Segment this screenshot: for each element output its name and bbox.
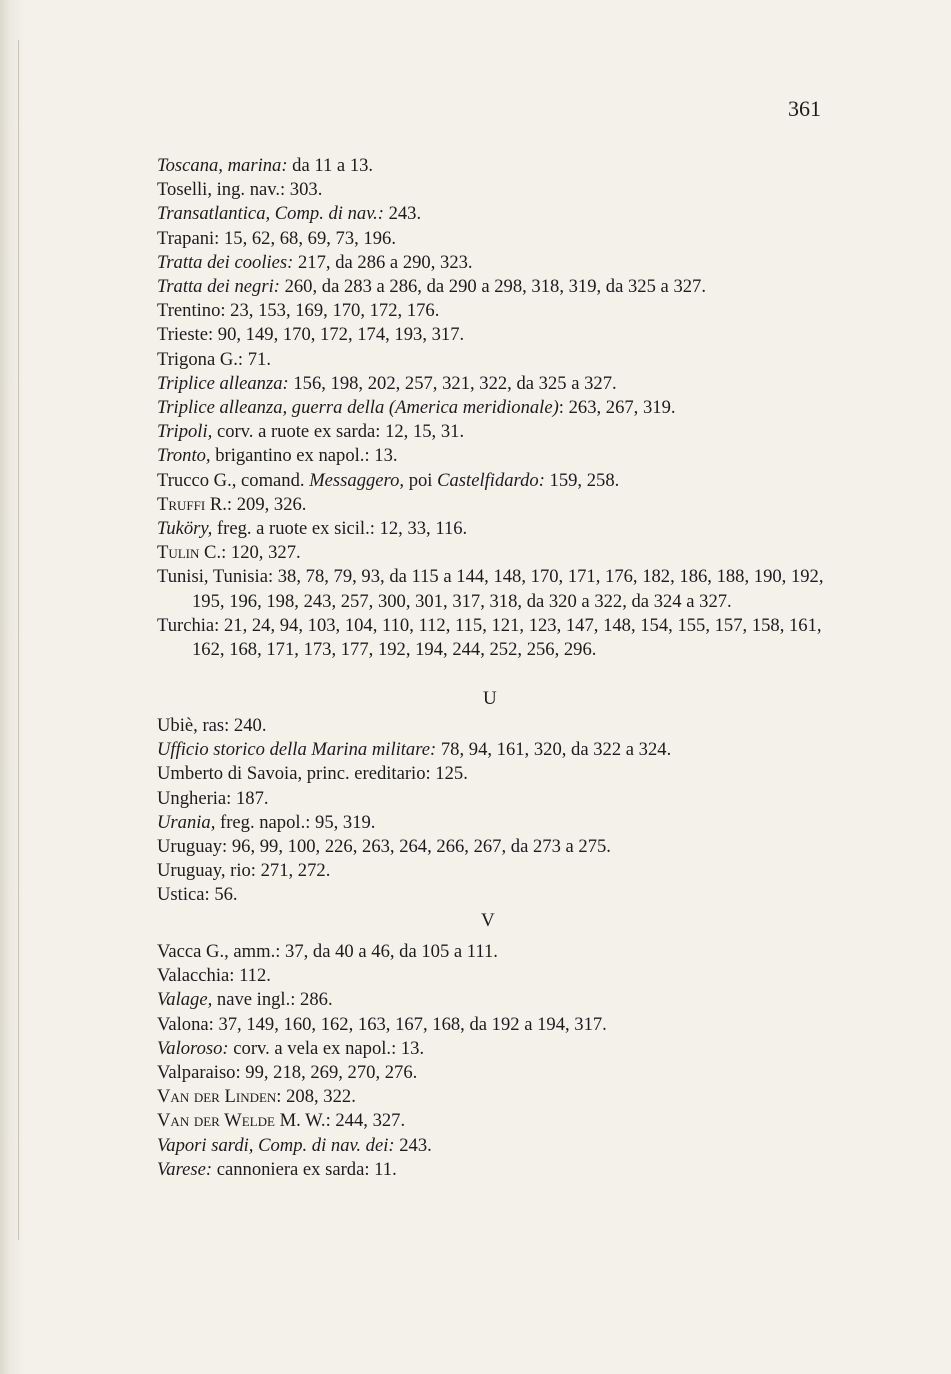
index-entry (157, 1037, 837, 1061)
index-entry (157, 541, 837, 565)
index-entry (157, 762, 837, 786)
entry-segment: Trigona G.: 71. (157, 348, 271, 370)
entry-segment: poi (404, 469, 438, 491)
entry-segment: Triplice alleanza: (157, 372, 289, 394)
entry-segment: Uruguay, rio: 271, 272. (157, 860, 331, 882)
index-entry (157, 1134, 837, 1158)
index-entry (157, 988, 837, 1012)
index-entry (157, 517, 837, 541)
entry-segment: Tunisi, Tunisia: 38, 78, 79, 93, da 115 a 144, 148, 170, 171, 176, 182, 186, 188, 190, 192, 195, 196, 198, 243, 257, 300, 301, 317, 318, da 320 a 322, da 324 a 327. (157, 566, 824, 612)
entry-segment: : 208, 322. (276, 1086, 356, 1108)
index-entry (157, 1061, 837, 1085)
index-entry (157, 738, 837, 762)
index-entry (157, 714, 837, 738)
entry-segment: Van der Welde (157, 1110, 275, 1132)
entry-segment: Messaggero, (309, 469, 405, 491)
entry-segment: Trieste: 90, 149, 170, 172, 174, 193, 317. (157, 324, 465, 346)
index-entry (157, 469, 837, 493)
binding-line (18, 40, 19, 1240)
index-entry (157, 859, 837, 883)
entry-segment: Uruguay: 96, 99, 100, 226, 263, 264, 266, 267, da 273 a 275. (157, 836, 611, 858)
index-section-v (157, 940, 837, 1182)
index-entry (157, 1013, 837, 1037)
entry-segment: Tratta dei coolies: (157, 251, 294, 273)
index-entry (157, 787, 837, 811)
entry-segment: 243. (394, 1134, 432, 1156)
entry-segment: 159, 258. (544, 469, 620, 491)
index-entry (157, 1109, 837, 1133)
entry-segment: Umberto di Savoia, princ. ereditario: 125. (157, 763, 468, 785)
entry-segment: 217, da 286 a 290, 323. (293, 251, 473, 273)
entry-segment: Tuköry, (157, 518, 213, 540)
entry-segment: Varese: (157, 1158, 213, 1180)
index-entry (157, 614, 837, 662)
entry-segment: Transatlantica, Comp. di nav.: (157, 203, 384, 225)
page-number: 361 (788, 96, 821, 121)
entry-segment: Tripoli, (157, 421, 213, 443)
index-entry (157, 444, 837, 468)
index-entry (157, 1158, 837, 1182)
entry-segment: Toselli, ing. nav.: 303. (157, 179, 323, 201)
entry-segment: Valacchia: 112. (157, 965, 271, 987)
index-entry (157, 227, 837, 251)
entry-segment: Valage, (157, 989, 213, 1011)
index-entry (157, 940, 837, 964)
entry-segment: Triplice alleanza, guerra della (America meridionale) (157, 397, 559, 419)
entry-segment: Toscana, marina: (157, 155, 288, 176)
entry-segment: Ustica: 56. (157, 884, 238, 906)
index-entry (157, 964, 837, 988)
index-entry (157, 1085, 837, 1109)
index-entry (157, 883, 837, 907)
index-entry (157, 178, 837, 202)
index-entry (157, 154, 837, 178)
entry-segment: Trentino: 23, 153, 169, 170, 172, 176. (157, 300, 440, 322)
section-heading-v: V (481, 910, 495, 931)
entry-segment: Trucco G., comand. (157, 469, 310, 491)
entry-segment: 260, da 283 a 286, da 290 a 298, 318, 319, da 325 a 327. (279, 276, 706, 298)
entry-segment: Vacca G., amm.: 37, da 40 a 46, da 105 a 111. (157, 941, 498, 962)
entry-segment: Valparaiso: 99, 218, 269, 270, 276. (157, 1062, 418, 1084)
index-entry (157, 835, 837, 859)
entry-segment: Trapani: 15, 62, 68, 69, 73, 196. (157, 227, 396, 249)
index-entry (157, 493, 837, 517)
entry-segment: 243. (383, 203, 422, 225)
entry-segment: Van der Linden (157, 1086, 277, 1108)
index-entry (157, 811, 837, 835)
index-entry (157, 299, 837, 323)
entry-segment: Ungheria: 187. (157, 787, 269, 809)
entry-segment: Turchia: 21, 24, 94, 103, 104, 110, 112, 115, 121, 123, 147, 148, 154, 155, 157, 158, 161, 162, 168, 171, 173, 177, 192, 194, 244, 252, 256, 296. (157, 614, 822, 661)
index-entry (157, 372, 837, 396)
entry-segment: freg. napol.: 95, 319. (215, 811, 376, 833)
entry-segment: Castelfidardo: (437, 469, 545, 491)
entry-segment: Urania, (157, 811, 216, 833)
entry-segment: Valona: 37, 149, 160, 162, 163, 167, 168, da 192 a 194, 317. (157, 1013, 607, 1035)
index-entry (157, 202, 837, 226)
entry-segment: 78, 94, 161, 320, da 322 a 324. (436, 739, 672, 761)
entry-segment: brigantino ex napol.: 13. (210, 445, 398, 467)
index-entry (157, 565, 837, 613)
entry-segment: freg. a ruote ex sicil.: 12, 33, 116. (212, 518, 468, 540)
index-entry (157, 396, 837, 420)
index-entry (157, 251, 837, 275)
entry-segment: Tratta dei negri: (157, 276, 280, 298)
entry-segment: corv. a ruote ex sarda: 12, 15, 31. (212, 421, 465, 443)
entry-segment: Ufficio storico della Marina militare: (157, 739, 437, 761)
entry-segment: C.: 120, 327. (199, 542, 301, 564)
entry-segment: corv. a vela ex napol.: 13. (228, 1037, 425, 1059)
entry-segment: Ubiè, ras: 240. (157, 715, 267, 736)
entry-segment: R.: 209, 326. (205, 493, 307, 515)
index-entry (157, 323, 837, 347)
entry-segment: Tronto, (157, 445, 211, 467)
entry-segment: cannoniera ex sarda: 11. (212, 1158, 397, 1180)
page-edge-shadow (0, 0, 24, 1374)
index-entry (157, 420, 837, 444)
index-section-u (157, 714, 837, 908)
entry-segment: 156, 198, 202, 257, 321, 322, da 325 a 327. (288, 372, 617, 394)
index-entry (157, 275, 837, 299)
entry-segment: M. W.: 244, 327. (274, 1110, 406, 1132)
entry-segment: da 11 a 13. (287, 155, 374, 176)
entry-segment: Tulin (157, 542, 200, 564)
index-section-t (157, 154, 837, 662)
entry-segment: Vapori sardi, Comp. di nav. dei: (157, 1134, 395, 1156)
index-entry (157, 348, 837, 372)
entry-segment: Valoroso: (157, 1037, 229, 1059)
entry-segment: nave ingl.: 286. (212, 989, 333, 1011)
entry-segment: Truffi (157, 493, 206, 515)
entry-segment: : 263, 267, 319. (558, 397, 676, 419)
section-heading-u: U (483, 688, 497, 709)
